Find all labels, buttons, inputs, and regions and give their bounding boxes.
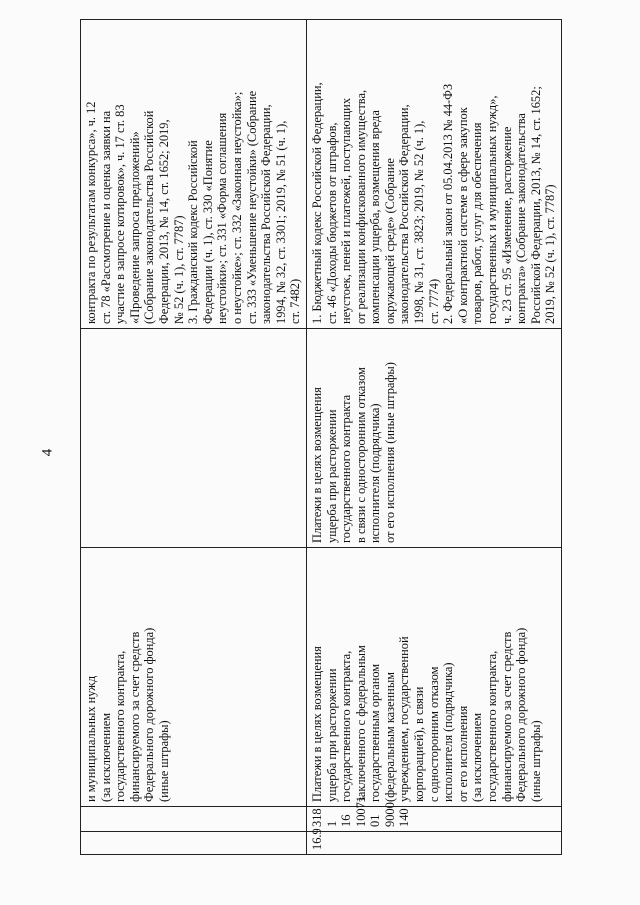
short-name-cell: Платежи в целях возмещения ущерба при расторжении государственного контракта в связи с односторонним отказом исполнителя (подрядчика) от его исполнения (иные штрафы) [306,329,561,548]
short-name-cell [81,329,307,548]
rotated-table-container [80,35,558,855]
revenue-codes-table [80,19,562,855]
legal-basis-cell: 1. Бюджетный кодекс Российской Федерации, ст. 46 «Доходы бюджетов от штрафов, неустоек, пеней и платежей, поступающих от реализации конфискованного имущества, компенсации ущерба, возмещения вреда окружающей среде» (Собрание законодательства Российской Федерации, 1998, № 31, ст. 3823; 2019, № 52 (ч. 1), ст. 7774) 2. Федеральный закон от 05.04.2013 № 44-ФЗ «О контрактной системе в сфере закупок товаров, работ, услуг для обеспечения государственных и муниципальных нужд», ч. 23 ст. 95 «Изменение, расторжение контракта» (Собрание законодательства Российской Федерации, 2013, № 14, ст. 1652; 2019, № 52 (ч. 1), ст. 7787) [306,20,561,329]
code-cell [81,807,307,832]
table-row [306,20,561,855]
code-cell: 318 1 16 10071 01 9000 140 [306,807,561,832]
row-number-cell: 16.9 [306,832,561,855]
full-name-cell: Платежи в целях возмещения ущерба при расторжении государственного контракта, заключенного с федеральным государственным органом (федеральным казенным учреждением, государственной корпорацией), в связи с односторонним отказом исполнителя (подрядчика) от его исполнения (за исключением государственного контракта, финансируемого за счет средств Федерального дорожного фонда) (иные штрафы) [306,548,561,807]
full-name-cell: и муниципальных нужд (за исключением государственного контракта, финансируемого за счет средств Федерального дорожного фонда) (иные штрафы) [81,548,307,807]
legal-basis-cell: контракта по результатам конкурса», ч. 12 ст. 78 «Рассмотрение и оценка заявки на участие в запросе котировок», ч. 17 ст. 83 «Проведение запроса предложений» (Собрание законодательства Российской Федерации, 2013, № 14, ст. 1652; 2019, № 52 (ч. 1), ст. 7787) 3. Гражданский кодекс Российской Федерации (ч. 1), ст. 330 «Понятие неустойки»; ст. 331 «Форма соглашения о неустойке»; ст. 332 «Законная неустойка»; ст. 333 «Уменьшение неустойки» (Собрание законодательства Российской Федерации, 1994, № 32, ст. 3301; 2019, № 51 (ч. 1), ст. 7482) [81,20,307,329]
table-row [81,20,307,855]
row-number-cell [81,832,307,855]
page-number: 4 [39,448,56,457]
